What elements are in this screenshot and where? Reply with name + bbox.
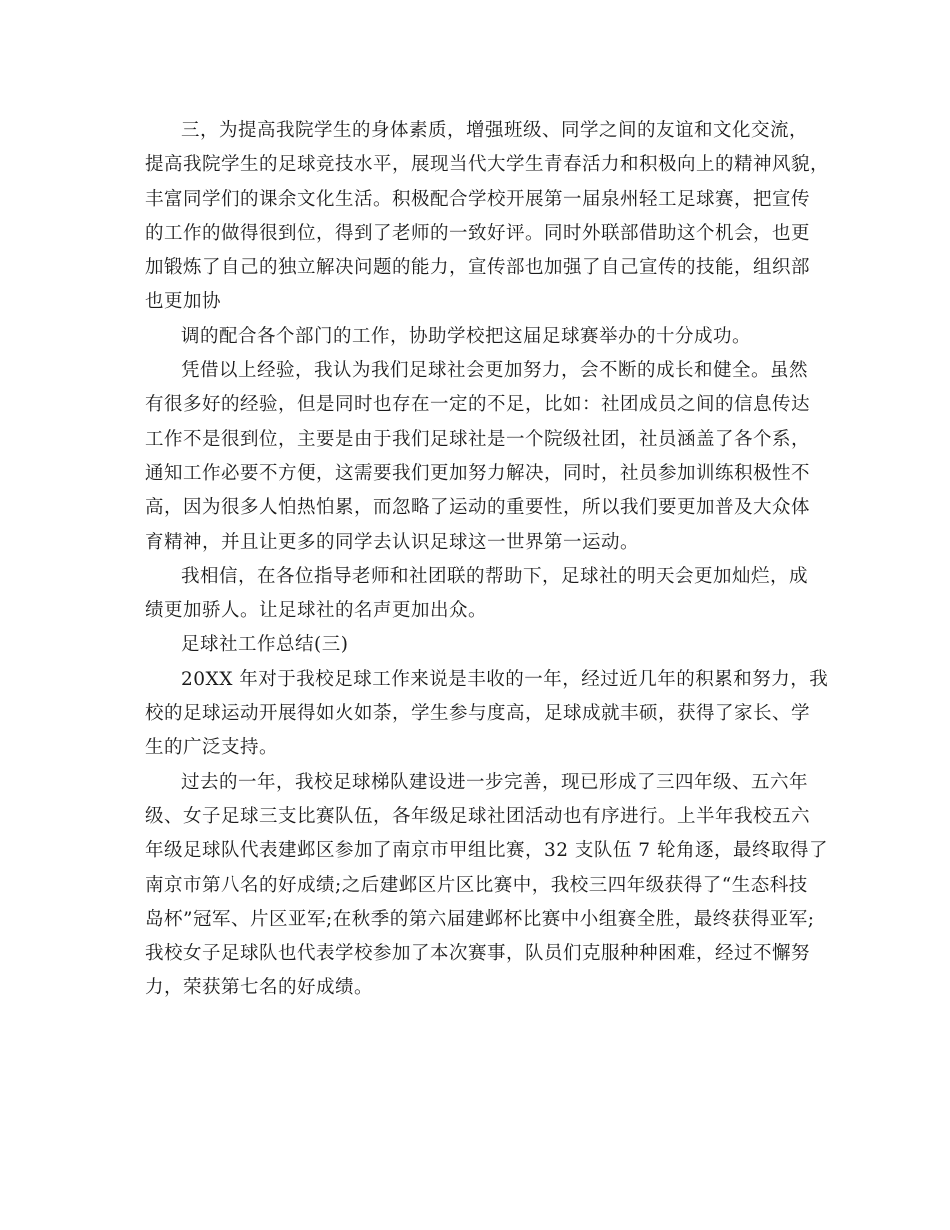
text-line: 加锻炼了自己的独立解决问题的能力，宣传部也加强了自己宣传的技能，组织部 [145,257,811,279]
text-line: 有很多好的经验，但是同时也存在一定的不足，比如：社团成员之间的信息传达 [145,394,811,416]
section-heading: 足球社工作总结(三) [181,634,349,656]
text-line: 三，为提高我院学生的身体素质，增强班级、同学之间的友谊和文化交流， [181,120,809,141]
text-line: 级、女子足球三支比赛队伍，各年级足球社团活动也有序进行。上半年我校五六 [145,805,811,827]
text-line: 高，因为很多人怕热怕累，而忽略了运动的重要性，所以我们要更加普及大众体 [145,497,811,519]
text-line: 丰富同学们的课余文化生活。积极配合学校开展第一届泉州轻工足球赛，把宣传 [145,188,811,210]
text-line: 过去的一年，我校足球梯队建设进一步完善，现已形成了三四年级、五六年 [181,771,809,793]
text-line: 的工作的做得很到位，得到了老师的一致好评。同时外联部借助这个机会，也更 [145,222,811,244]
document-body [145,114,830,1006]
text-line: 力，荣获第七名的好成绩。 [145,977,374,999]
text-line: 岛杯”冠军、片区亚军;在秋季的第六届建邺杯比赛中小组赛全胜，最终获得亚军; [145,908,815,930]
text-line: 也更加协 [145,291,222,313]
text-line: 提高我院学生的足球竞技水平，展现当代大学生青春活力和积极向上的精神风貌， [145,154,830,176]
text-line: 我校女子足球队也代表学校参加了本次赛事，队员们克服种种困难，经过不懈努 [145,943,811,965]
text-line: 20XX 年对于我校足球工作来说是丰收的一年，经过近几年的积累和努力，我 [181,668,829,690]
text-line: 通知工作必要不方便，这需要我们更加努力解决，同时，社员参加训练积极性不 [145,462,811,484]
text-line: 生的广泛支持。 [145,737,279,759]
text-line: 年级足球队代表建邺区参加了南京市甲组比赛，32 支队伍 7 轮角逐，最终取得了 [145,840,828,862]
text-line: 绩更加骄人。让足球社的名声更加出众。 [145,600,488,622]
text-line: 凭借以上经验，我认为我们足球社会更加努力，会不断的成长和健全。虽然 [181,360,809,382]
text-line: 南京市第八名的好成绩;之后建邺区片区比赛中，我校三四年级获得了“生态科技 [145,874,808,896]
text-line: 调的配合各个部门的工作，协助学校把这届足球赛举办的十分成功。 [181,325,752,347]
text-line: 育精神，并且让更多的同学去认识足球这一世界第一运动。 [145,531,640,553]
text-line: 工作不是很到位，主要是由于我们足球社是一个院级社团，社员涵盖了各个系， [145,428,811,450]
text-line: 我相信，在各位指导老师和社团联的帮助下，足球社的明天会更加灿烂，成 [181,565,809,587]
text-line: 校的足球运动开展得如火如荼，学生参与度高，足球成就丰硕，获得了家长、学 [145,703,811,725]
